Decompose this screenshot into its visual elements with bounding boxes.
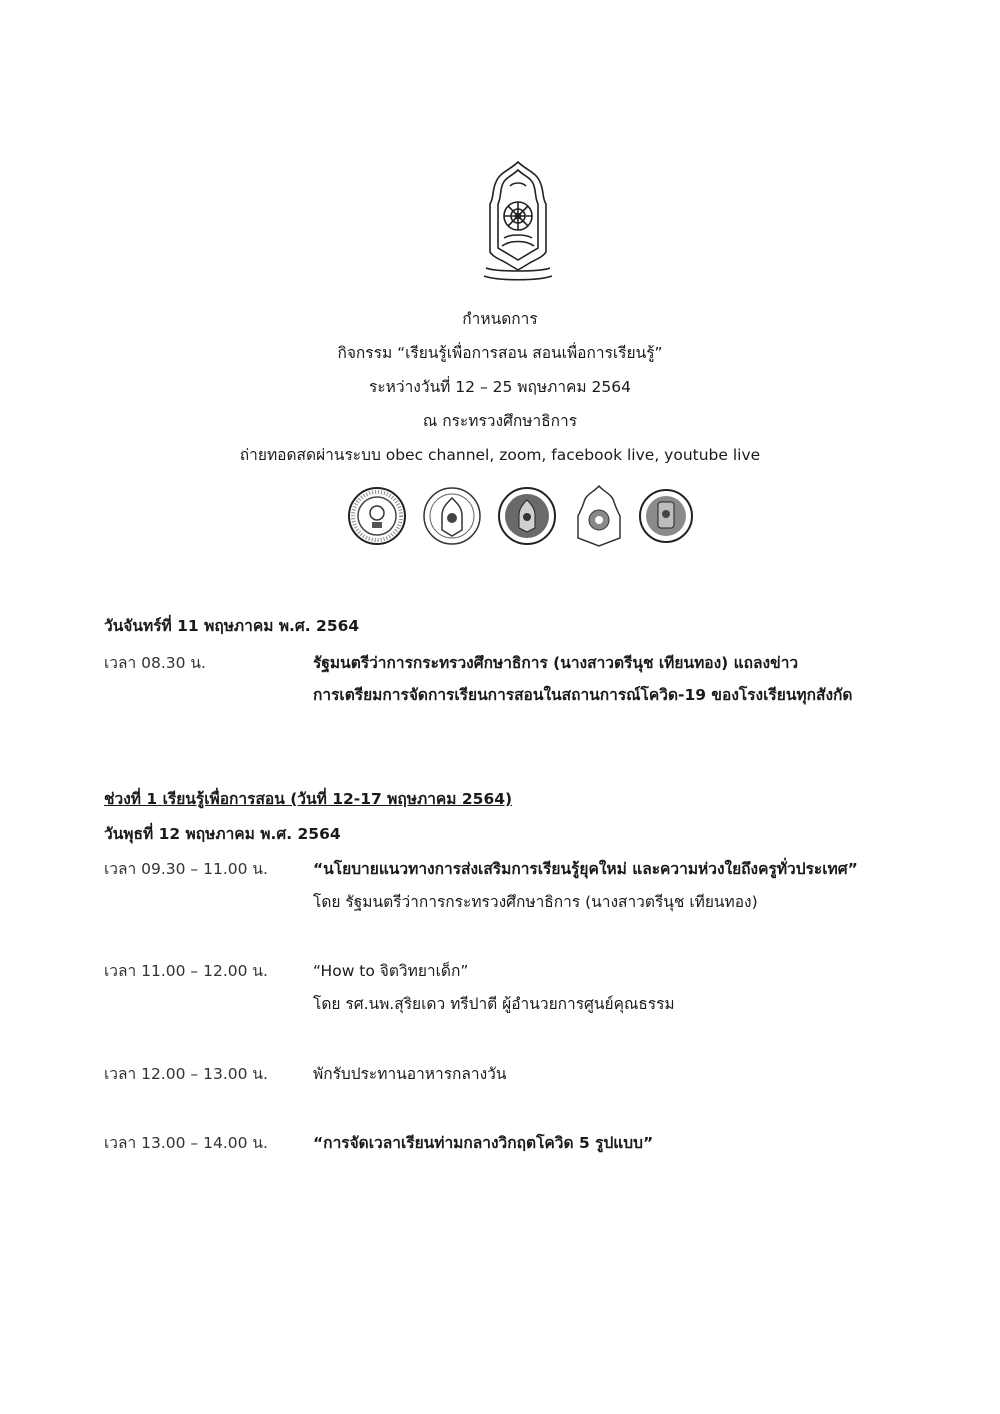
agency-seal-1-icon xyxy=(347,486,407,546)
agency-logos xyxy=(0,484,1000,554)
schedule-heading: กำหนดการ xyxy=(462,310,538,328)
activity-title: กิจกรรม “เรียนรู้เพื่อการสอน สอนเพื่อการเรียนรู้” xyxy=(337,344,663,362)
s1-item4-title: “การจัดเวลาเรียนท่ามกลางวิกฤตโควิด 5 รูปแบบ” xyxy=(313,1134,654,1152)
s1-item3-time: เวลา 12.00 – 13.00 น. xyxy=(104,1065,268,1083)
s1-item1-title: “นโยบายแนวทางการส่งเสริมการเรียนรู้ยุคใหม่ และความห่วงใยถึงครูทั่วประเทศ” xyxy=(313,860,858,878)
agency-seal-3-icon xyxy=(497,486,557,546)
venue: ณ กระทรวงศึกษาธิการ xyxy=(422,412,578,430)
date-range: ระหว่างวันที่ 12 – 25 พฤษภาคม 2564 xyxy=(369,378,631,396)
broadcast-channels: ถ่ายทอดสดผ่านระบบ obec channel, zoom, facebook live, youtube live xyxy=(239,446,761,464)
s1-item4-time: เวลา 13.00 – 14.00 น. xyxy=(104,1134,268,1152)
agency-seal-5-icon xyxy=(638,488,694,544)
section1-date: วันพุธที่ 12 พฤษภาคม พ.ศ. 2564 xyxy=(104,825,341,843)
agency-seal-2-icon xyxy=(422,486,482,546)
s1-item1-time: เวลา 09.30 – 11.00 น. xyxy=(104,860,268,878)
s1-item1-speaker: โดย รัฐมนตรีว่าการกระทรวงศึกษาธิการ (นางสาวตรีนุช เทียนทอง) xyxy=(313,893,758,911)
day0-item1-line1: รัฐมนตรีว่าการกระทรวงศึกษาธิการ (นางสาวตรีนุช เทียนทอง) แถลงข่าว xyxy=(313,654,799,672)
section1-title: ช่วงที่ 1 เรียนรู้เพื่อการสอน (วันที่ 12-17 พฤษภาคม 2564) xyxy=(104,790,513,808)
agency-emblem-4-icon xyxy=(574,484,624,548)
s1-item2-speaker: โดย รศ.นพ.สุริยเดว ทรีปาตี ผู้อำนวยการศูนย์คุณธรรม xyxy=(313,995,675,1013)
ministry-emblem-icon xyxy=(482,160,554,284)
s1-item2-time: เวลา 11.00 – 12.00 น. xyxy=(104,962,268,980)
s1-item3-title: พักรับประทานอาหารกลางวัน xyxy=(313,1065,507,1083)
day0-item1-time: เวลา 08.30 น. xyxy=(104,654,206,672)
day0-date: วันจันทร์ที่ 11 พฤษภาคม พ.ศ. 2564 xyxy=(104,617,360,635)
day0-item1-line2: การเตรียมการจัดการเรียนการสอนในสถานการณ์โควิด-19 ของโรงเรียนทุกสังกัด xyxy=(313,686,853,704)
s1-item2-title: “How to จิตวิทยาเด็ก” xyxy=(313,962,469,980)
